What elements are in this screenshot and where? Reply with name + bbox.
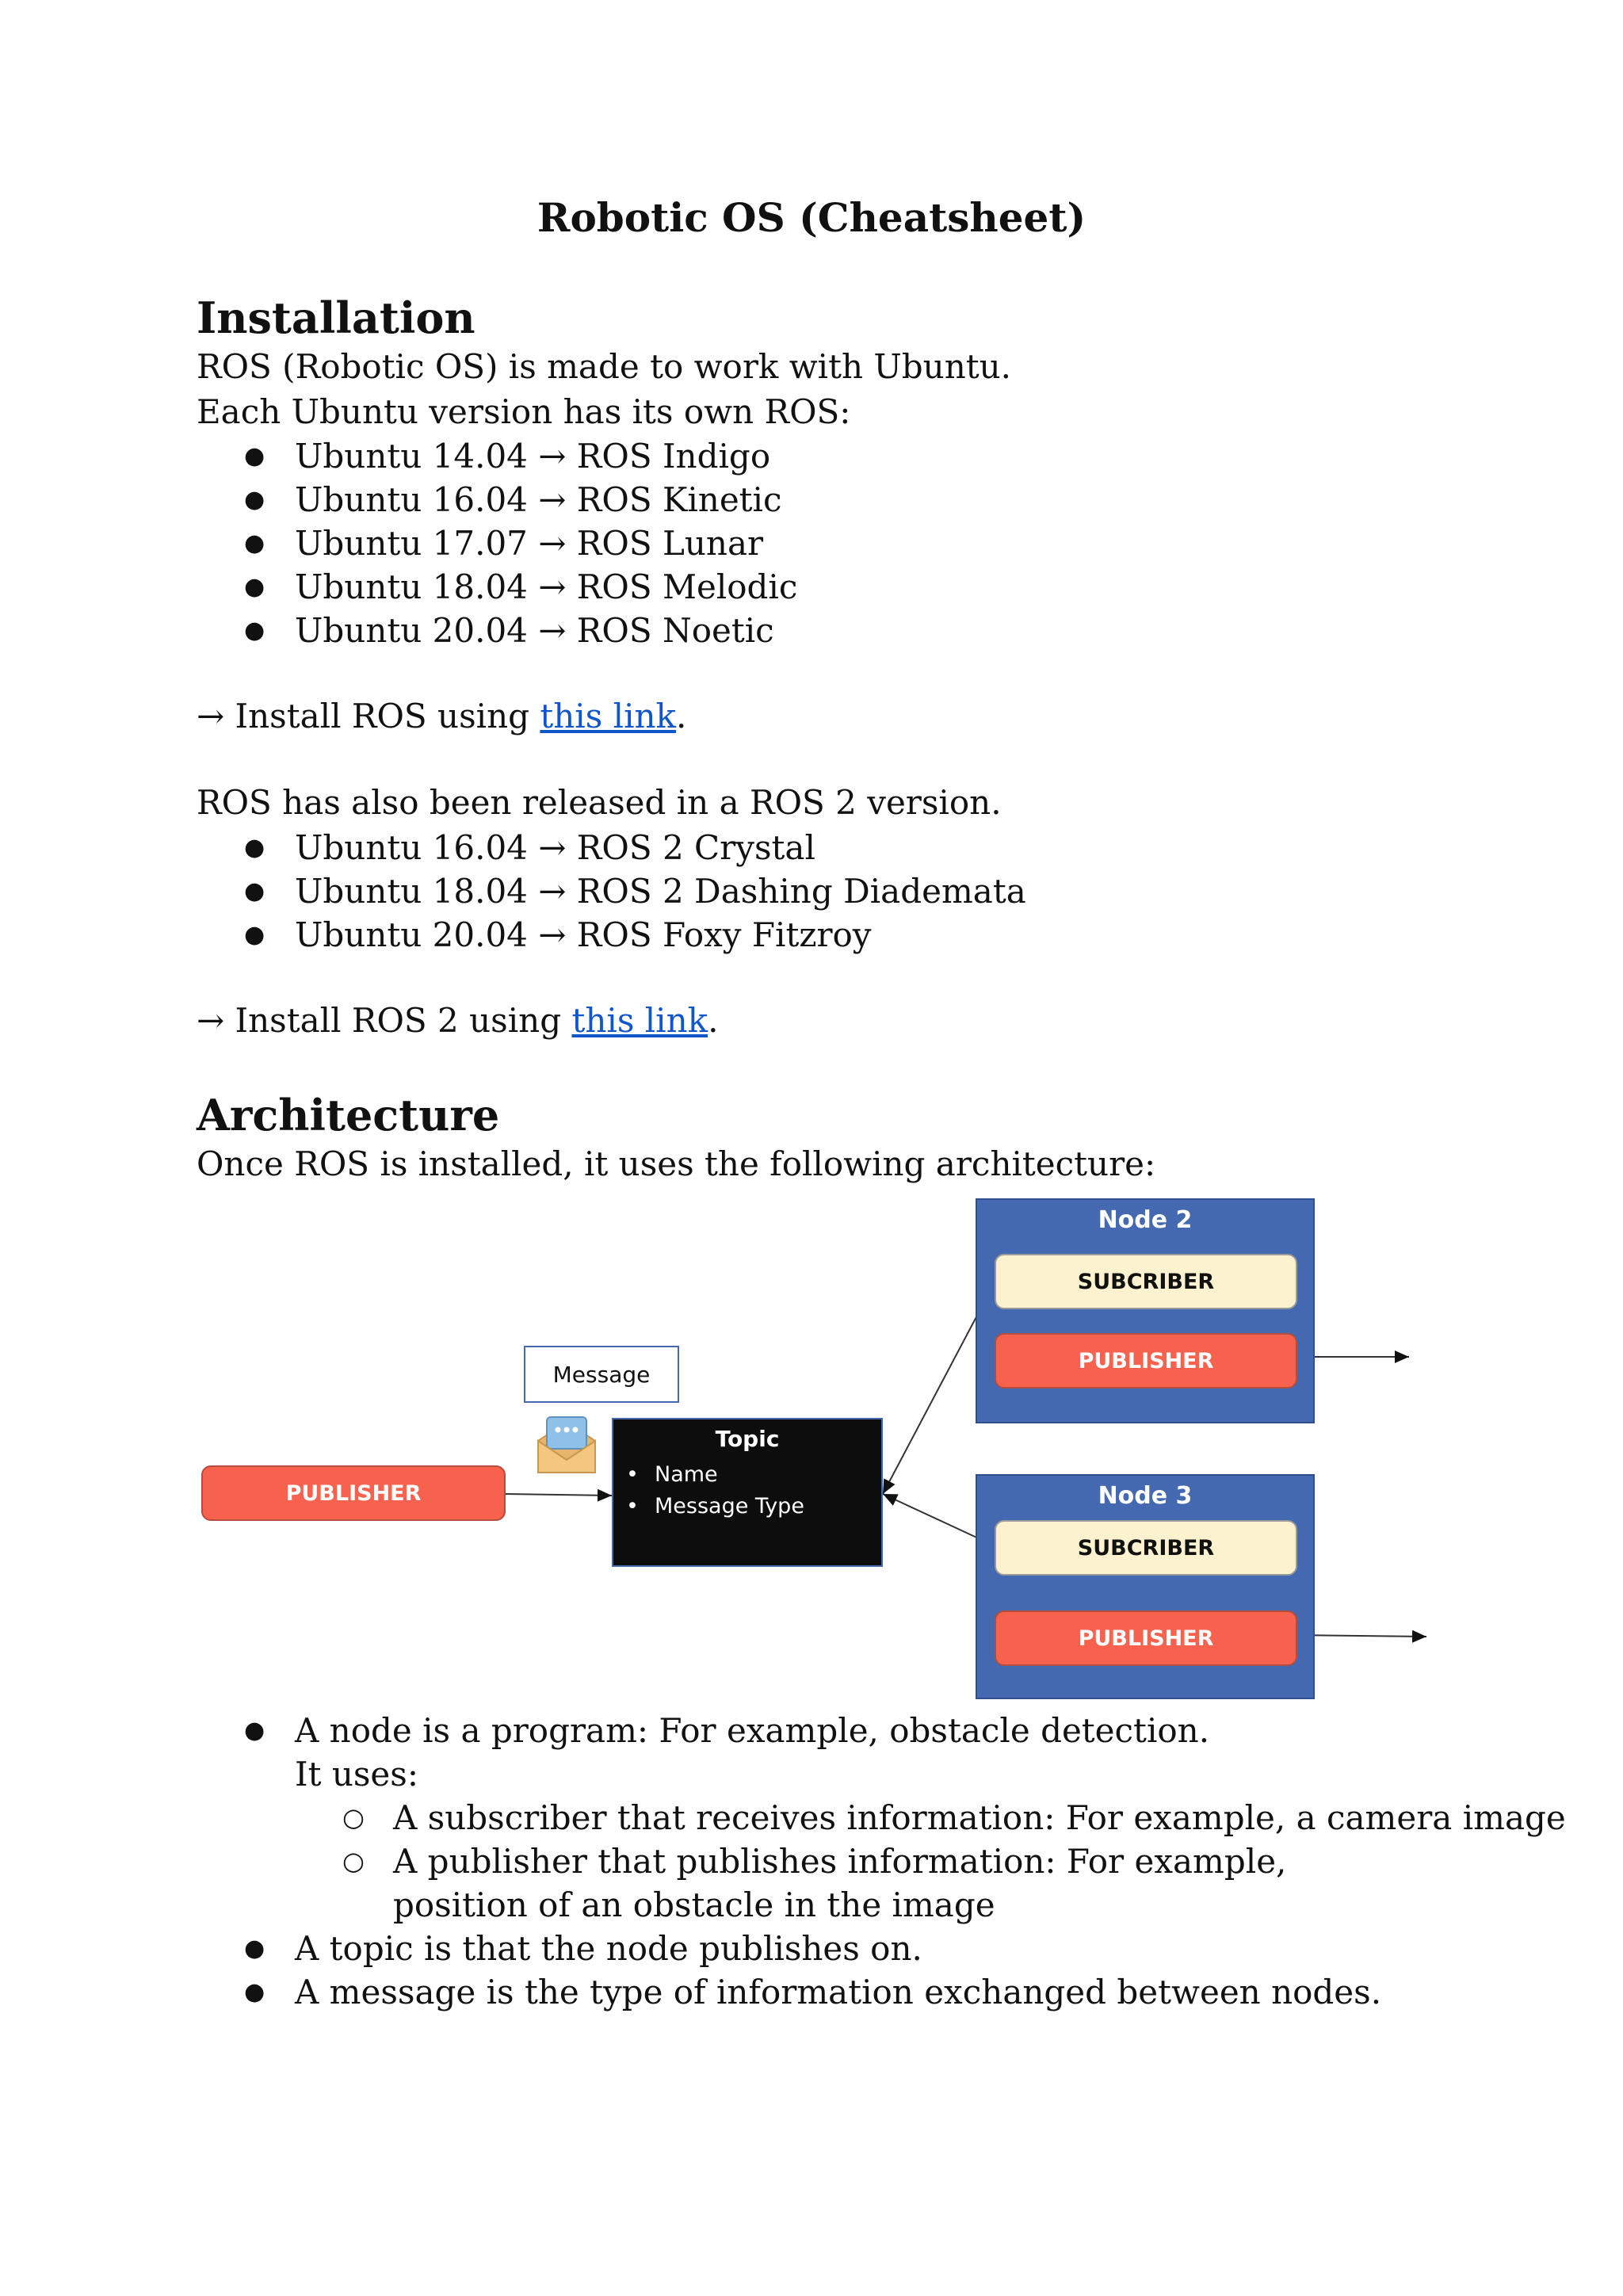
topic-item-name: • Name (613, 1459, 804, 1491)
node-3-publisher: PUBLISHER (995, 1610, 1297, 1666)
install-ros2-link[interactable]: this link (571, 1001, 708, 1040)
install-ros-suffix: . (676, 697, 687, 735)
node-3-subscriber: SUBCRIBER (995, 1520, 1297, 1576)
list-item: ● Ubuntu 20.04 → ROS Foxy Fitzroy (197, 913, 1026, 957)
node-sub-list (295, 1796, 1566, 1927)
list-item: ● Ubuntu 20.04 → ROS Noetic (197, 609, 797, 652)
node-2-box (976, 1198, 1315, 1423)
topic-items (613, 1459, 804, 1522)
install-ros2-line (197, 999, 718, 1043)
installation-intro-2: Each Ubuntu version has its own ROS: (197, 392, 851, 431)
node-3-title: Node 3 (1098, 1482, 1193, 1510)
list-item: ● Ubuntu 16.04 → ROS 2 Crystal (197, 826, 1026, 869)
install-ros-prefix: → Install ROS using (197, 697, 540, 735)
list-item: ● Ubuntu 16.04 → ROS Kinetic (197, 478, 797, 521)
node-2-subscriber: SUBCRIBER (995, 1254, 1297, 1309)
message-box: Message (524, 1346, 679, 1403)
topic-item-message-type: • Message Type (613, 1491, 804, 1522)
list-item: ● Ubuntu 14.04 → ROS Indigo (197, 434, 797, 478)
list-item-message: ● A message is the type of information exchanged between nodes. (197, 1970, 1480, 2014)
node-uses: It uses: (295, 1755, 418, 1794)
list-item: ○ A subscriber that receives information: For example, a camera image (295, 1796, 1480, 1839)
node-2-publisher: PUBLISHER (995, 1333, 1297, 1389)
page-title: Robotic OS (Cheatsheet) (537, 194, 1086, 241)
topic-box (612, 1418, 883, 1567)
architecture-bullets (197, 1709, 1566, 2014)
ros-architecture-diagram (197, 1189, 1449, 1712)
envelope-icon (536, 1412, 598, 1476)
publisher-box: PUBLISHER (201, 1465, 506, 1521)
list-item: ○ A publisher that publishes information: For example, position of an obstacle in the image (295, 1839, 1407, 1927)
node-3-box (976, 1474, 1315, 1699)
installation-intro-1: ROS (Robotic OS) is made to work with Ubuntu. (197, 347, 1012, 386)
installation-heading: Installation (197, 292, 475, 343)
architecture-heading: Architecture (197, 1090, 500, 1140)
install-ros-link[interactable]: this link (540, 697, 677, 735)
install-ros2-prefix: → Install ROS 2 using (197, 1001, 572, 1040)
list-item-topic: ● A topic is that the node publishes on. (197, 1927, 1480, 1970)
list-item: ● Ubuntu 18.04 → ROS Melodic (197, 565, 797, 609)
node-definition: A node is a program: For example, obstacle detection. (295, 1711, 1210, 1750)
list-item: ● Ubuntu 18.04 → ROS 2 Dashing Diademata (197, 869, 1026, 913)
ros1-version-list (197, 434, 797, 652)
list-item-node (197, 1709, 1566, 1927)
ros2-intro: ROS has also been released in a ROS 2 version. (197, 783, 1002, 822)
ros2-version-list (197, 826, 1026, 957)
install-ros2-suffix: . (708, 1001, 719, 1040)
topic-title: Topic (715, 1426, 780, 1452)
install-ros-line (197, 694, 686, 739)
node-2-title: Node 2 (1098, 1206, 1193, 1234)
architecture-intro: Once ROS is installed, it uses the following architecture: (197, 1144, 1156, 1183)
list-item: ● Ubuntu 17.07 → ROS Lunar (197, 521, 797, 565)
